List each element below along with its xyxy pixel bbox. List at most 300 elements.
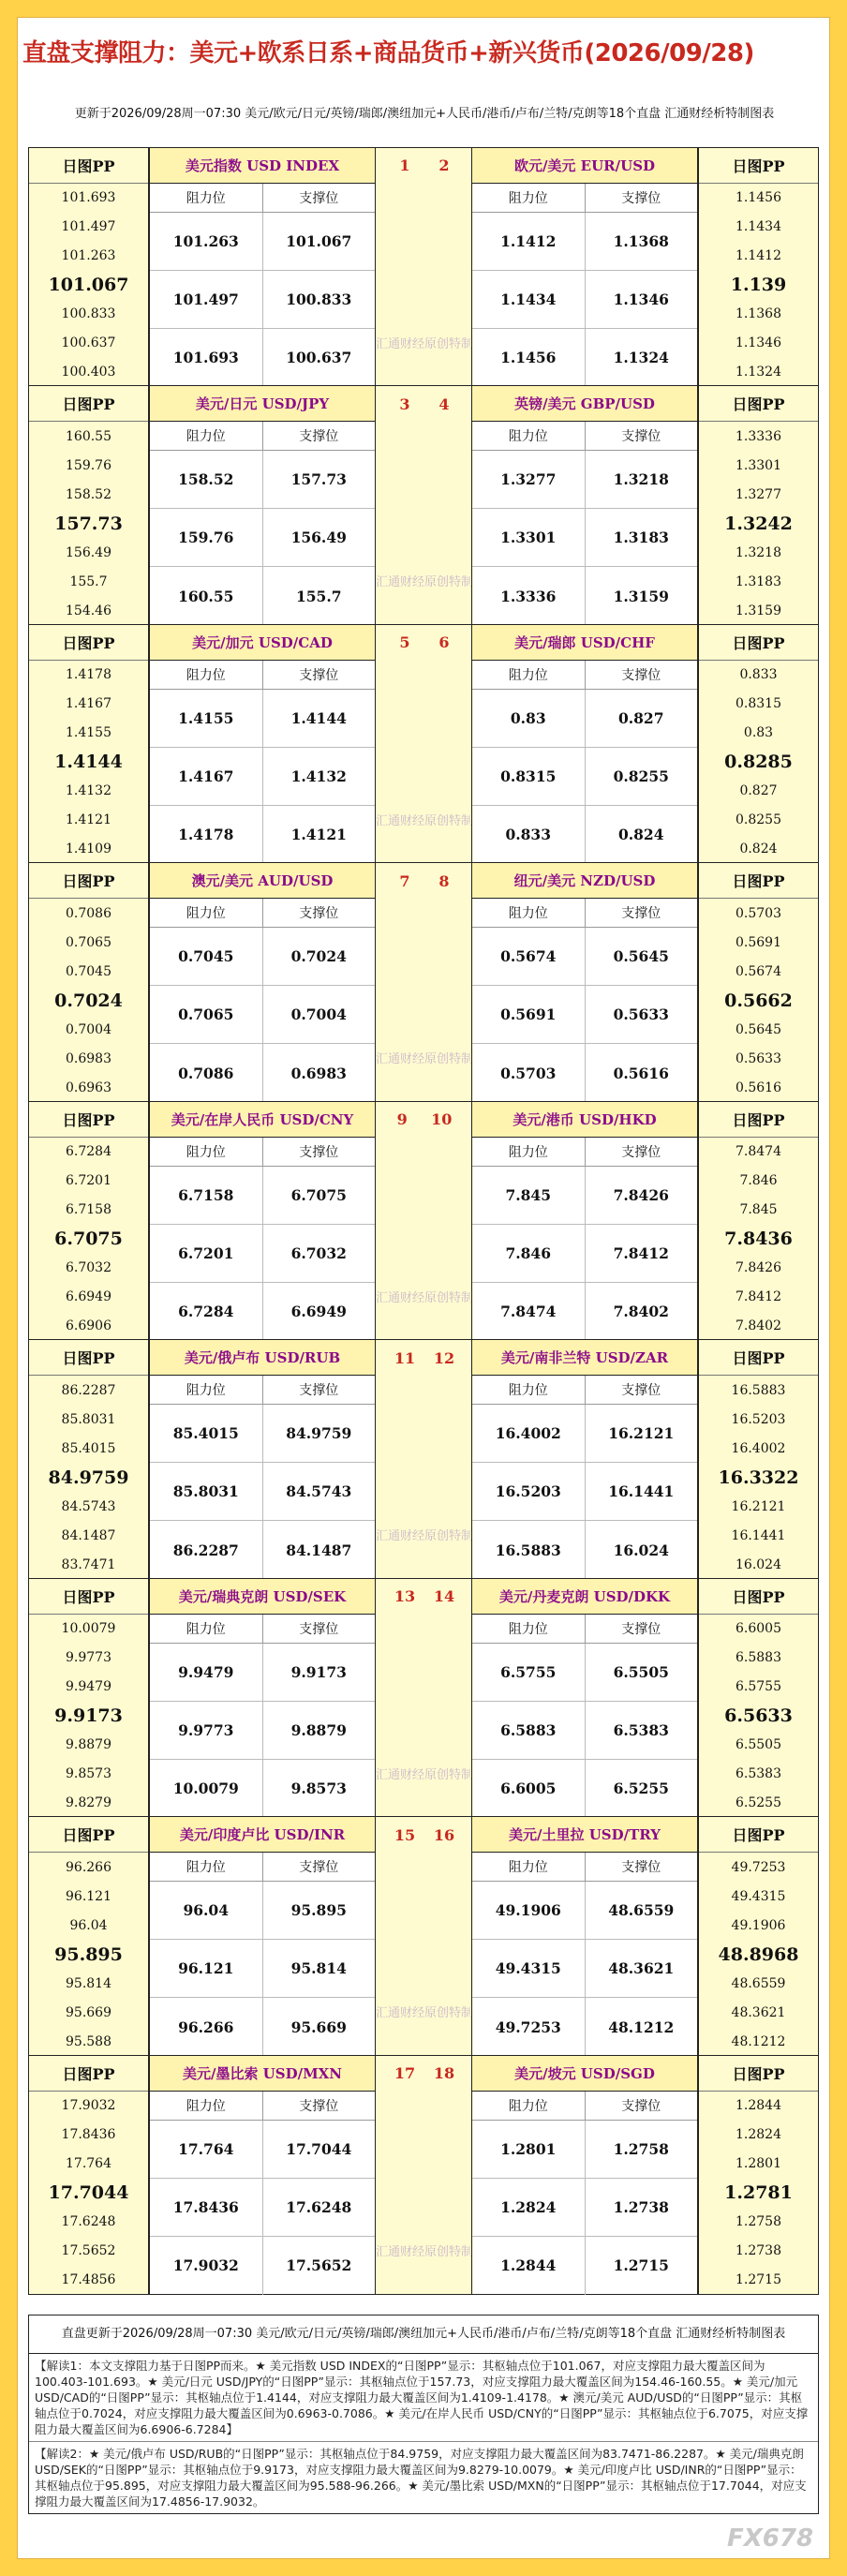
resistance-value: 101.497 [150, 271, 263, 328]
resistance-label: 阻力位 [150, 2092, 263, 2120]
pp-column [698, 625, 818, 863]
support-value: 84.9759 [286, 1424, 352, 1442]
resistance-value: 9.9773 [150, 1702, 263, 1759]
resistance-value: 16.5883 [472, 1521, 586, 1579]
watermark: 汇通财经原创特制 [376, 1767, 474, 1782]
center-column [376, 625, 473, 863]
pp-value: 16.2121 [731, 1498, 786, 1514]
pp-value: 100.637 [61, 335, 116, 350]
level-table [471, 2056, 698, 2294]
update-note-top: 更新于2026/09/28周一07:30 美元/欧元/日元/英镑/瑞郎/澳纽加元+人民币/港币/卢布/兰特/克朗等18个直盘 汇通财经析特制图表 [74, 107, 775, 121]
level-table [149, 1340, 376, 1578]
pp-value: 96.04 [69, 1917, 108, 1933]
pp-value: 48.3621 [731, 2004, 786, 2020]
support-label: 支撑位 [299, 1860, 339, 1875]
level-row [472, 1882, 697, 1940]
level-row [150, 1463, 375, 1521]
resistance-value: 85.8031 [150, 1463, 263, 1520]
support-value: 0.824 [617, 826, 664, 843]
level-row [150, 1702, 375, 1760]
resistance-value: 49.4315 [472, 1940, 586, 1997]
level-row [472, 1044, 697, 1102]
pp-column [29, 386, 149, 624]
support-label: 支撑位 [299, 1621, 339, 1637]
resistance-value: 9.9479 [150, 1644, 263, 1701]
pair-number-right: 10 [431, 1110, 453, 1128]
support-value: 9.8573 [290, 1779, 347, 1797]
support-value: 95.669 [290, 2018, 347, 2036]
pair-name: 美元/加元 USD/CAD [150, 625, 375, 661]
resistance-value: 96.266 [150, 1998, 263, 2056]
support-value: 16.2121 [608, 1424, 675, 1442]
pp-header: 日图PP [29, 863, 148, 899]
pp-value: 0.5703 [736, 905, 781, 921]
support-value: 95.814 [290, 1959, 347, 1977]
support-value: 156.49 [290, 529, 347, 546]
support-value: 1.3218 [613, 470, 669, 488]
support-value: 84.1487 [286, 1541, 352, 1559]
level-header [150, 1615, 375, 1644]
pp-column [29, 1817, 149, 2055]
pp-value: 154.46 [66, 603, 111, 618]
resistance-value: 1.4155 [150, 690, 263, 747]
level-row [472, 451, 697, 509]
level-row [150, 2121, 375, 2179]
pair-number-right: 8 [438, 871, 450, 890]
resistance-value: 1.1434 [472, 271, 586, 328]
level-row [150, 451, 375, 509]
watermark: 汇通财经原创特制 [376, 1290, 474, 1305]
level-row [472, 1225, 697, 1283]
resistance-value: 0.833 [472, 806, 586, 864]
support-value: 0.5616 [613, 1064, 669, 1082]
resistance-label: 阻力位 [472, 1376, 586, 1404]
pp-value: 16.4002 [731, 1440, 786, 1456]
level-row [150, 806, 375, 864]
support-label: 支撑位 [621, 1860, 661, 1875]
pp-value: 96.121 [66, 1888, 111, 1904]
pp-value: 1.1324 [736, 365, 781, 380]
level-row [150, 986, 375, 1044]
pp-value: 10.0079 [61, 1621, 116, 1636]
level-header [472, 1376, 697, 1405]
resistance-value: 1.4167 [150, 748, 263, 805]
level-row [150, 329, 375, 387]
pair-block [28, 624, 819, 864]
support-label: 支撑位 [299, 1383, 339, 1398]
support-value: 0.8255 [613, 767, 669, 785]
support-value: 6.5505 [613, 1662, 669, 1681]
support-value: 1.4121 [290, 826, 347, 843]
level-header [150, 661, 375, 690]
pp-value: 0.7086 [66, 905, 111, 921]
pair-number-left: 5 [399, 633, 410, 651]
pp-value: 0.7065 [66, 934, 111, 950]
support-value: 9.9173 [290, 1662, 347, 1681]
level-row [150, 1940, 375, 1998]
pp-value: 1.2824 [736, 2127, 781, 2142]
resistance-value: 160.55 [150, 567, 263, 625]
pp-value: 7.8412 [736, 1289, 781, 1304]
level-row [150, 1760, 375, 1818]
pair-name: 美元/瑞典克朗 USD/SEK [150, 1579, 375, 1615]
level-row [472, 329, 697, 387]
pp-value: 17.4856 [61, 2272, 116, 2287]
support-value: 6.5383 [613, 1720, 669, 1739]
pp-value: 1.4178 [66, 667, 111, 682]
pp-header: 日图PP [699, 1817, 818, 1853]
pp-value: 160.55 [66, 428, 111, 444]
pp-value: 9.8573 [66, 1766, 111, 1781]
pair-numbers [376, 625, 473, 661]
resistance-value: 1.3277 [472, 451, 586, 508]
pp-value: 1.1412 [736, 248, 781, 263]
resistance-value: 6.6005 [472, 1760, 586, 1818]
support-value: 0.5645 [613, 947, 669, 965]
resistance-value: 16.5203 [472, 1463, 586, 1520]
pp-column [698, 386, 818, 624]
pp-value: 7.8402 [736, 1318, 781, 1333]
level-row [150, 1044, 375, 1102]
resistance-value: 7.846 [472, 1225, 586, 1282]
resistance-value: 1.2801 [472, 2121, 586, 2178]
pp-value: 1.3218 [736, 544, 781, 560]
pp-value: 95.669 [66, 2004, 111, 2020]
level-row [150, 1644, 375, 1702]
pp-value: 0.8285 [724, 752, 793, 772]
level-row [472, 213, 697, 271]
pp-header: 日图PP [29, 1340, 148, 1376]
support-value: 0.7024 [290, 947, 347, 965]
resistance-value: 1.4178 [150, 806, 263, 864]
pair-block [28, 1578, 819, 1818]
page-title: 直盘支撑阻力：美元+欧系日系+商品货币+新兴货币(2026/09/28) [22, 39, 754, 67]
pp-value: 16.024 [736, 1556, 781, 1572]
pair-name: 美元/坡元 USD/SGD [472, 2056, 697, 2092]
level-row [472, 806, 697, 864]
resistance-value: 17.764 [150, 2121, 263, 2178]
pair-number-left: 17 [394, 2064, 416, 2082]
pp-value: 1.4132 [66, 783, 111, 798]
pp-value: 48.6559 [731, 1975, 786, 1991]
support-value: 0.827 [617, 708, 664, 727]
pp-value: 1.2715 [736, 2272, 781, 2287]
center-column [376, 386, 473, 624]
pair-name: 美元/在岸人民币 USD/CNY [150, 1102, 375, 1138]
pair-name: 美元/土里拉 USD/TRY [472, 1817, 697, 1853]
support-value: 0.7004 [290, 1005, 347, 1023]
pp-value: 6.7032 [66, 1260, 111, 1275]
pp-column [29, 1579, 149, 1817]
pp-column [29, 863, 149, 1101]
resistance-value: 101.263 [150, 213, 263, 270]
level-row [472, 2179, 697, 2237]
pp-value: 101.693 [61, 190, 116, 205]
watermark: 汇通财经原创特制 [376, 575, 474, 589]
level-row [472, 1463, 697, 1521]
support-value: 48.1212 [608, 2018, 675, 2036]
support-value: 7.8402 [613, 1303, 669, 1320]
pp-value: 9.8879 [66, 1737, 111, 1752]
pair-number-left: 1 [399, 156, 410, 174]
level-header [150, 1853, 375, 1882]
resistance-value: 7.8474 [472, 1283, 586, 1341]
level-header [150, 422, 375, 451]
watermark: 汇通财经原创特制 [376, 813, 474, 828]
support-value: 157.73 [290, 470, 347, 488]
level-table [149, 148, 376, 386]
pp-value: 9.9479 [66, 1679, 111, 1694]
pair-number-right: 2 [438, 156, 450, 174]
pp-header: 日图PP [699, 1579, 818, 1615]
resistance-value: 96.04 [150, 1882, 263, 1939]
pp-value: 9.9773 [66, 1650, 111, 1665]
level-table [471, 1817, 698, 2055]
support-value: 7.8426 [613, 1185, 669, 1204]
pp-value: 17.9032 [61, 2098, 116, 2113]
support-label: 支撑位 [299, 1144, 339, 1160]
interpretation-1: 【解读1：本文支撑阻力基于日图PP而来。★ 美元指数 USD INDEX的“日图PP”显示：其枢轴点位于101.067，对应支撑阻力最大覆盖区间为100.403-101.693。★ 美元/日元 USD/JPY的“日图PP”显示：其枢轴点位于157.73，对应支撑阻力最大覆盖区间为154.46-160.55。★ 美元/加元 USD/CAD的“日图PP”显示：其枢轴点位于1.4144，对应支撑阻力最大覆盖区间为1.4109-1.4178。★ 澳元/美元 AUD/USD的“日图PP”显示：其枢轴点位于0.7024，对应支撑阻力最大覆盖区间为0.6963-0.7086。★ 美元/在岸人民币 USD/CNY的“日图PP”显示：其枢轴点位于6.7075，对应支撑阻力最大覆盖区间为6.6906-6.7284】 [29, 2354, 818, 2442]
watermark: 汇通财经原创特制 [376, 336, 474, 351]
pp-value: 0.5691 [736, 934, 781, 950]
pp-value: 84.1487 [61, 1527, 116, 1543]
pair-numbers [376, 863, 473, 899]
pp-value: 6.5883 [736, 1650, 781, 1665]
resistance-value: 159.76 [150, 509, 263, 566]
pp-value: 1.2738 [736, 2243, 781, 2258]
pp-column [698, 2056, 818, 2294]
pair-name: 美元/瑞郎 USD/CHF [472, 625, 697, 661]
support-value: 7.8412 [613, 1243, 669, 1262]
pair-name: 美元/丹麦克朗 USD/DKK [472, 1579, 697, 1615]
support-label: 支撑位 [621, 429, 661, 444]
pp-value: 159.76 [66, 457, 111, 473]
resistance-value: 0.7045 [150, 928, 263, 985]
pp-value: 1.1456 [736, 190, 781, 205]
support-value: 6.7032 [290, 1243, 347, 1262]
pp-value: 1.139 [730, 275, 787, 295]
center-column [376, 1340, 473, 1578]
pp-value: 6.7075 [54, 1228, 123, 1249]
pp-value: 0.824 [739, 841, 778, 856]
resistance-value: 1.2844 [472, 2237, 586, 2295]
support-value: 1.2715 [613, 2256, 669, 2274]
support-label: 支撑位 [621, 1144, 661, 1160]
pp-value: 6.6949 [66, 1289, 111, 1304]
pair-numbers [376, 386, 473, 422]
pair-block [28, 1339, 819, 1579]
pp-value: 6.5383 [736, 1766, 781, 1781]
resistance-label: 阻力位 [472, 2092, 586, 2120]
pp-value: 84.5743 [61, 1498, 116, 1514]
level-table [471, 1579, 698, 1817]
pp-value: 0.6983 [66, 1050, 111, 1066]
pp-value: 6.5505 [736, 1737, 781, 1752]
resistance-value: 6.7158 [150, 1167, 263, 1224]
pp-value: 7.8474 [736, 1144, 781, 1159]
pp-header: 日图PP [29, 386, 148, 422]
pp-value: 1.2781 [724, 2182, 793, 2203]
pp-header: 日图PP [699, 386, 818, 422]
support-value: 1.1368 [613, 231, 669, 250]
pp-value: 6.7284 [66, 1144, 111, 1159]
level-row [472, 1644, 697, 1702]
pair-number-right: 18 [433, 2064, 455, 2082]
pp-value: 1.4121 [66, 812, 111, 827]
pp-value: 0.8255 [736, 812, 781, 827]
resistance-label: 阻力位 [472, 1615, 586, 1643]
level-row [150, 1521, 375, 1579]
resistance-label: 阻力位 [150, 899, 263, 927]
watermark: 汇通财经原创特制 [376, 2244, 474, 2259]
resistance-value: 0.5674 [472, 928, 586, 985]
level-row [472, 1521, 697, 1579]
resistance-label: 阻力位 [150, 1853, 263, 1881]
pp-header: 日图PP [699, 625, 818, 661]
resistance-value: 96.121 [150, 1940, 263, 1997]
support-value: 6.5255 [613, 1779, 669, 1797]
pp-value: 17.5652 [61, 2243, 116, 2258]
pp-header: 日图PP [699, 2056, 818, 2092]
support-label: 支撑位 [621, 667, 661, 683]
pair-number-right: 12 [433, 1348, 455, 1367]
pp-value: 17.7044 [48, 2182, 129, 2203]
support-value: 48.3621 [608, 1959, 675, 1977]
interpretation-2: 【解读2：★ 美元/俄卢布 USD/RUB的“日图PP”显示：其枢轴点位于84.9759，对应支撑阻力最大覆盖区间为83.7471-86.2287。★ 美元/瑞典克朗 USD/SEK的“日图PP”显示：其枢轴点位于9.9173，对应支撑阻力最大覆盖区间为9.8279-10.0079。★ 美元/印度卢比 USD/INR的“日图PP”显示：其枢轴点位于95.895，对应支撑阻力最大覆盖区间为95.588-96.266。★ 美元/墨比索 USD/MXN的“日图PP”显示：其枢轴点位于17.7044，对应支撑阻力最大覆盖区间为17.4856-17.9032。 [35, 2447, 807, 2509]
support-value: 48.6559 [608, 1901, 675, 1919]
level-table [149, 1817, 376, 2055]
support-value: 100.833 [286, 290, 352, 308]
pair-name: 美元/港币 USD/HKD [472, 1102, 697, 1138]
level-row [150, 690, 375, 748]
pp-header: 日图PP [29, 1579, 148, 1615]
resistance-label: 阻力位 [472, 1853, 586, 1881]
level-row [150, 1283, 375, 1341]
pp-value: 0.5633 [736, 1050, 781, 1066]
pp-value: 1.3183 [736, 573, 781, 589]
pp-value: 48.8968 [718, 1943, 799, 1965]
support-value: 95.895 [290, 1901, 347, 1919]
level-row [472, 928, 697, 986]
pp-value: 100.403 [61, 365, 116, 380]
pp-value: 49.1906 [731, 1917, 786, 1933]
pair-block [28, 147, 819, 387]
support-value: 1.1346 [613, 290, 669, 308]
pp-value: 158.52 [66, 486, 111, 502]
pair-block [28, 385, 819, 625]
support-value: 0.6983 [290, 1064, 347, 1082]
resistance-value: 6.7201 [150, 1225, 263, 1282]
level-row [150, 271, 375, 329]
level-header [150, 899, 375, 928]
pp-value: 1.1346 [736, 335, 781, 350]
level-header [150, 184, 375, 213]
pp-header: 日图PP [29, 1102, 148, 1138]
pp-header: 日图PP [29, 1817, 148, 1853]
level-row [472, 1167, 697, 1225]
level-row [472, 748, 697, 806]
pp-value: 1.4109 [66, 841, 111, 856]
watermark: 汇通财经原创特制 [376, 1052, 474, 1066]
level-row [150, 1225, 375, 1283]
pp-value: 6.7201 [66, 1173, 111, 1188]
support-value: 1.2738 [613, 2197, 669, 2216]
footer-notes [28, 2315, 819, 2514]
pp-value: 6.5255 [736, 1795, 781, 1810]
pair-number-right: 4 [438, 395, 450, 413]
pp-header: 日图PP [29, 625, 148, 661]
pp-value: 1.3159 [736, 603, 781, 618]
pair-numbers [376, 1579, 473, 1615]
pp-column [698, 1579, 818, 1817]
level-table [471, 625, 698, 863]
pp-value: 1.4167 [66, 696, 111, 711]
resistance-value: 16.4002 [472, 1405, 586, 1462]
pp-value: 1.3277 [736, 486, 781, 502]
pp-value: 0.6963 [66, 1080, 111, 1095]
center-column [376, 1102, 473, 1340]
center-column [376, 1579, 473, 1817]
pair-name: 美元/印度卢比 USD/INR [150, 1817, 375, 1853]
pp-value: 1.4144 [54, 752, 123, 772]
pair-name: 美元/南非兰特 USD/ZAR [472, 1340, 697, 1376]
watermark: 汇通财经原创特制 [376, 1529, 474, 1543]
pp-value: 6.5633 [724, 1705, 793, 1726]
pair-number-right: 6 [438, 633, 450, 651]
level-row [150, 748, 375, 806]
pair-block [28, 862, 819, 1102]
level-row [472, 986, 697, 1044]
support-label: 支撑位 [299, 667, 339, 683]
pp-column [29, 148, 149, 386]
pp-value: 0.83 [743, 725, 774, 740]
level-row [150, 928, 375, 986]
level-header [472, 184, 697, 213]
resistance-value: 6.7284 [150, 1283, 263, 1341]
level-header [472, 899, 697, 928]
resistance-value: 10.0079 [150, 1760, 263, 1818]
pp-column [29, 625, 149, 863]
pp-value: 86.2287 [61, 1382, 116, 1398]
resistance-value: 0.7086 [150, 1044, 263, 1102]
support-label: 支撑位 [621, 1621, 661, 1637]
level-table [471, 386, 698, 624]
level-table [471, 1340, 698, 1578]
level-row [472, 1760, 697, 1818]
level-row [472, 1940, 697, 1998]
support-value: 101.067 [286, 231, 352, 250]
pp-column [29, 1340, 149, 1578]
level-row [150, 567, 375, 625]
pair-block [28, 2055, 819, 2295]
support-label: 支撑位 [299, 2098, 339, 2114]
level-table [149, 863, 376, 1101]
support-value: 16.1441 [608, 1482, 675, 1500]
resistance-label: 阻力位 [472, 422, 586, 450]
level-row [150, 1998, 375, 2056]
pp-value: 0.5616 [736, 1080, 781, 1095]
resistance-label: 阻力位 [150, 1138, 263, 1166]
pair-name: 美元/日元 USD/JPY [150, 386, 375, 422]
pp-value: 49.4315 [731, 1888, 786, 1904]
resistance-value: 1.3301 [472, 509, 586, 566]
pair-name: 澳元/美元 AUD/USD [150, 863, 375, 899]
support-value: 1.4132 [290, 767, 347, 785]
center-column [376, 863, 473, 1101]
pp-value: 0.5662 [724, 990, 793, 1011]
pp-value: 1.1368 [736, 306, 781, 321]
pp-value: 100.833 [61, 306, 116, 321]
